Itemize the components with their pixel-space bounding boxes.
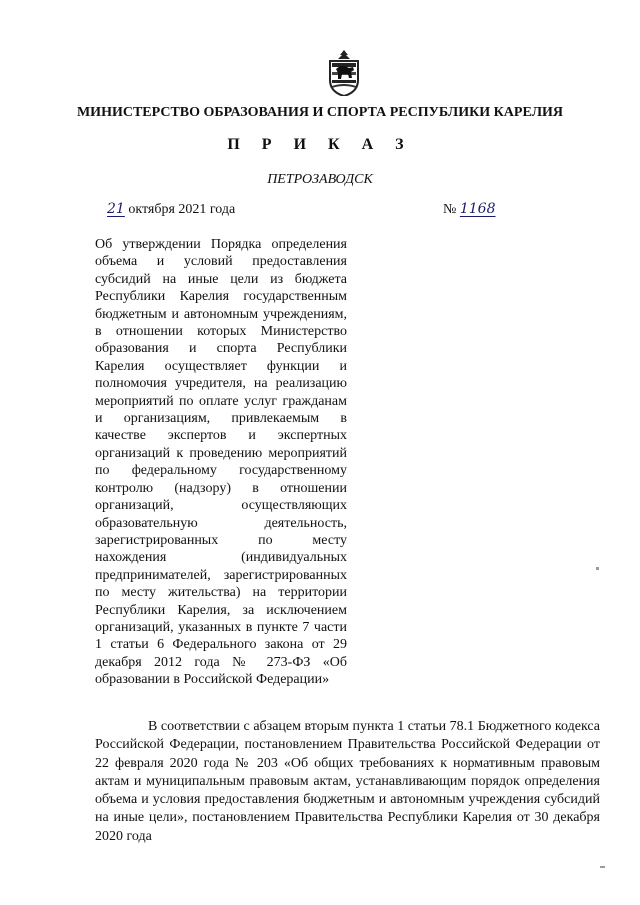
date-line [107,201,235,218]
scan-mark [600,866,605,868]
order-body-paragraph: В соответствии с абзацем вторым пункта 1 статьи 78.1 Бюджетного кодекса Российской Федерации, постановлением Правительства Российской Федерации от 22 февраля 2020 года № 203 «Об общих требованиях к нормативным правовым актам и муниципальным правовым актам, устанавливающим порядок определения объема и условия предоставления бюджетным и автономным учреждения субсидий на иные цели», постановлением Правительства Республики Карелия от 30 декабря 2020 года [95,719,600,844]
handwritten-day: 21 [107,201,125,217]
scan-mark [596,567,599,570]
order-number-line [443,201,496,218]
ministry-heading: МИНИСТЕРСТВО ОБРАЗОВАНИЯ И СПОРТА РЕСПУБЛИКИ КАРЕЛИЯ [76,105,564,120]
number-sign: № [443,202,457,217]
order-title: Об утверждении Порядка определения объема и условий предоставления субсидий на иные цели из бюджета Республики Карелия государственным бюджетным и автономным учреждениям, в отношении которых Министерство образования и спорта Республики Карелия осуществляет функции и полномочия учредителя, на реализацию мероприятий по оплате услуг гражданам и организациям, привлекаемым в качестве экспертов и экспертных организаций к проведению мероприятий по федеральному государственному контролю (надзору) в отношении организаций, осуществляющих образовательную деятельность, зарегистрированных по месту нахождения (индивидуальных предпринимателей, зарегистрированных по месту жительства) на территории Республики Карелия, за исключением организаций, указанных в пункте 7 части 1 статьи 6 Федерального закона от 29 декабря 2012 года № 273-ФЗ «Об образовании в Российской Федерации» [95,237,347,688]
handwritten-number: 1168 [459,201,496,217]
city-label: ПЕТРОЗАВОДСК [267,172,373,187]
document-type-heading: П Р И К А З [227,136,413,153]
date-text: октября 2021 года [128,202,236,217]
karelia-coat-of-arms-icon [327,50,361,96]
